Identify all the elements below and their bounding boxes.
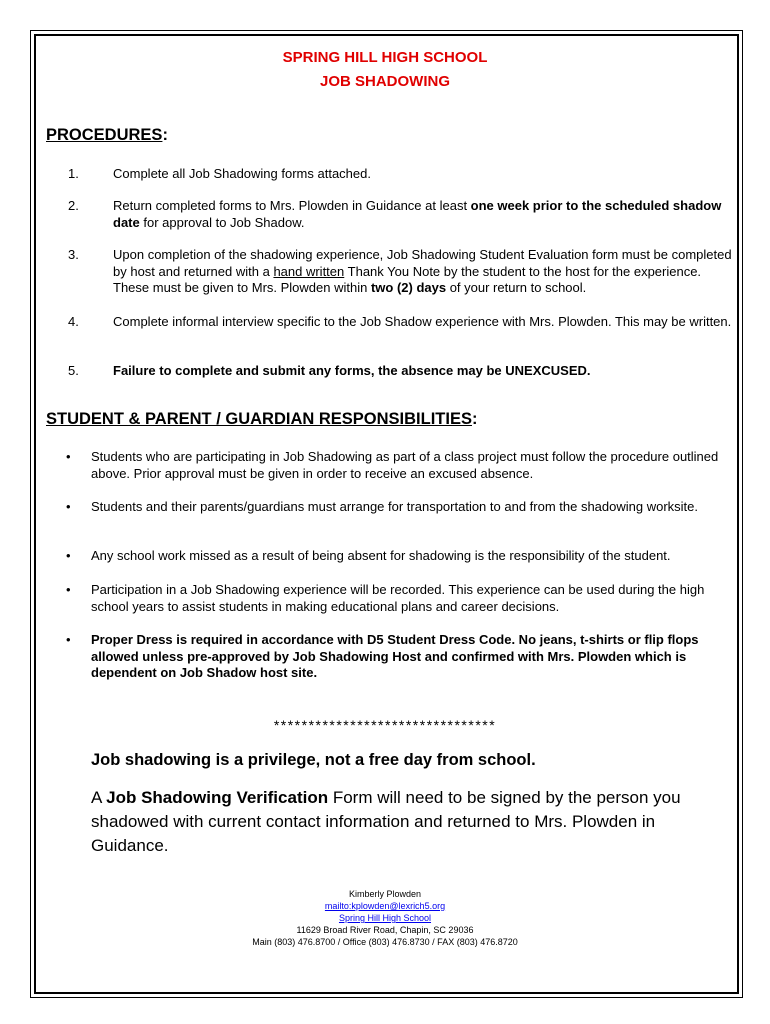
bullet-icon: •: [66, 582, 71, 597]
procedure-number: 5.: [68, 363, 79, 378]
procedure-item: Complete all Job Shadowing forms attached.: [113, 166, 371, 181]
star-divider: ********************************: [273, 717, 497, 733]
procedure-item: Failure to complete and submit any forms, the absence may be UNEXCUSED.: [113, 363, 591, 378]
contact-address: 11629 Broad River Road, Chapin, SC 29036: [296, 925, 474, 935]
bullet-icon: •: [66, 632, 71, 647]
responsibility-item: Students who are participating in Job Shadowing as part of a class project must follow the procedure outlined above. Prior approval must be given in order to receive an excused absence.: [91, 449, 719, 481]
responsibilities-heading: STUDENT & PARENT / GUARDIAN RESPONSIBILITIES:: [46, 410, 478, 428]
responsibility-item: Students and their parents/guardians must arrange for transportation to and from the shadowing worksite.: [91, 499, 699, 514]
contact-phones: Main (803) 476.8700 / Office (803) 476.8730 / FAX (803) 476.8720: [252, 937, 518, 947]
procedure-item: Upon completion of the shadowing experience, Job Shadowing Student Evaluation form must be completed by host and returned with a hand written Thank You Note by the student to the host for the experience. These must be given to Mrs. Plowden within two (2) days of your return to school.: [113, 247, 732, 295]
procedure-number: 2.: [68, 198, 79, 213]
bullet-icon: •: [66, 548, 71, 563]
privilege-statement: Job shadowing is a privilege, not a free day from school.: [91, 751, 536, 769]
responsibility-item: Proper Dress is required in accordance with D5 Student Dress Code. No jeans, t-shirts or flip flops allowed unless pre-approved by Job Shadowing Host and confirmed with Mrs. Plowden which is dependent on Job Shadow host site.: [91, 632, 699, 680]
contact-name: Kimberly Plowden: [348, 889, 422, 899]
responsibility-item: Participation in a Job Shadowing experience will be recorded. This experience can be used during the high school years to assist students in making educational plans and career decisions.: [91, 582, 705, 614]
school-link[interactable]: Spring Hill High School: [338, 913, 432, 923]
program-title: JOB SHADOWING: [319, 73, 450, 90]
procedure-item: Return completed forms to Mrs. Plowden in Guidance at least one week prior to the scheduled shadow date for approval to Job Shadow.: [113, 198, 722, 230]
responsibility-item: Any school work missed as a result of being absent for shadowing is the responsibility of the student.: [91, 548, 671, 563]
procedure-number: 4.: [68, 314, 79, 329]
procedure-number: 1.: [68, 166, 79, 181]
verification-paragraph: A Job Shadowing Verification Form will need to be signed by the person you shadowed with current contact information and returned to Mrs. Plowden in Guidance.: [91, 788, 681, 855]
school-title: SPRING HILL HIGH SCHOOL: [282, 49, 488, 66]
procedures-heading: PROCEDURES:: [46, 126, 168, 144]
contact-email-link[interactable]: mailto:kplowden@lexrich5.org: [324, 901, 446, 911]
procedure-item: Complete informal interview specific to the Job Shadow experience with Mrs. Plowden. This may be written.: [113, 314, 732, 329]
procedure-number: 3.: [68, 247, 79, 262]
bullet-icon: •: [66, 449, 71, 464]
bullet-icon: •: [66, 499, 71, 514]
